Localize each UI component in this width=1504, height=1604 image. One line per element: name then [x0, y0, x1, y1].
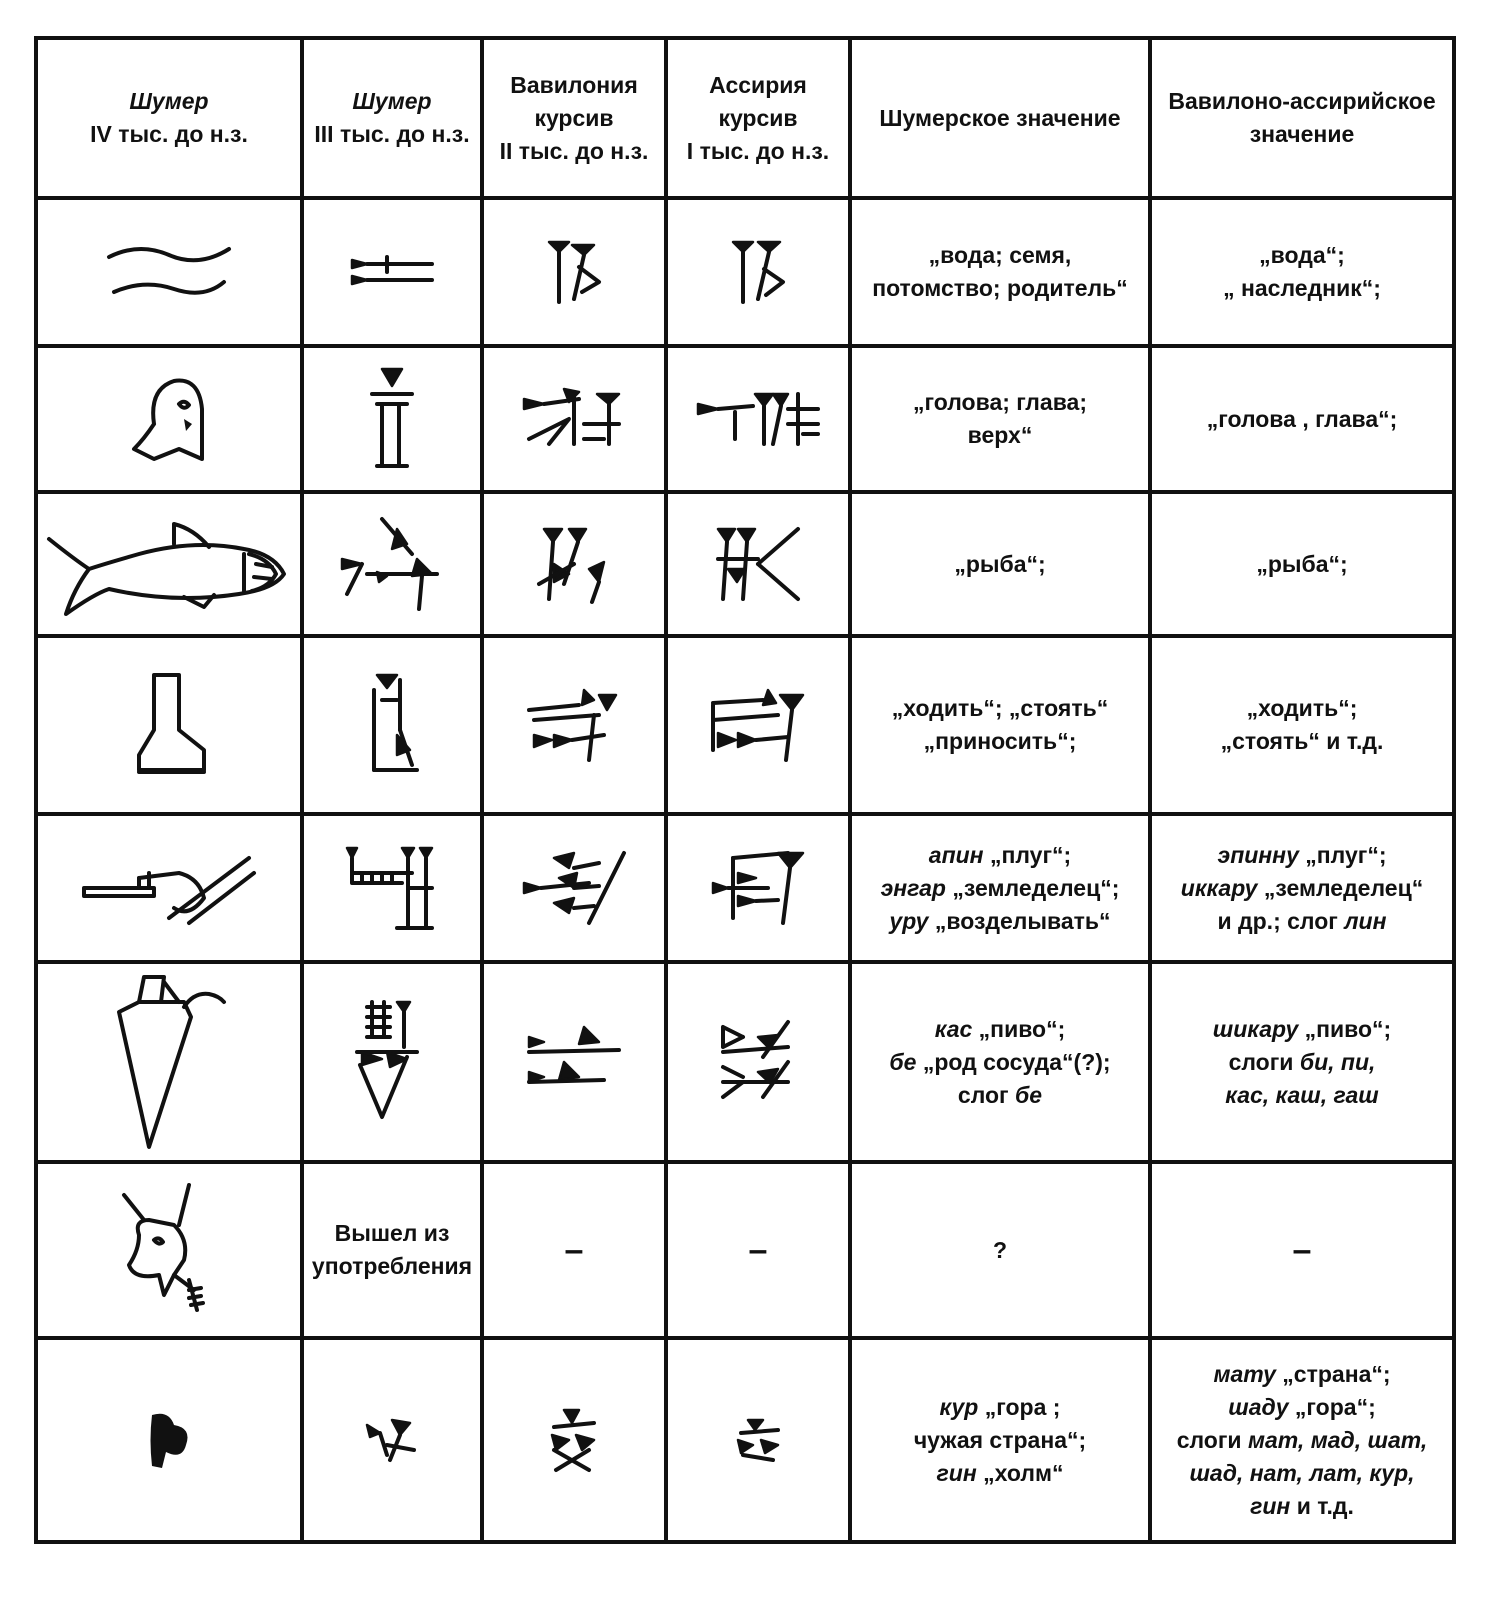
row-goat [36, 1162, 1454, 1338]
sign-plough-iii [302, 814, 482, 962]
sign-goat-babylonian: – [482, 1162, 666, 1338]
sign-plough-babylonian [482, 814, 666, 962]
row-mountain [36, 1338, 1454, 1542]
cuneiform-evolution-table [34, 36, 1456, 1544]
header-sumer-iv: Шумер IV тыс. до н.з. [36, 38, 302, 198]
sign-fish-iii [302, 492, 482, 636]
sumerian-meaning-goat: ? [850, 1162, 1150, 1338]
sign-vessel-iii [302, 962, 482, 1162]
pictogram-foot-iv [36, 636, 302, 814]
sumerian-meaning-water: „вода; семя, потомство; родитель“ [850, 198, 1150, 346]
sign-fish-babylonian [482, 492, 666, 636]
babylonian-meaning-mountain: мату „страна“; шаду „гора“; слоги мат, мад, шат, шад, нат, лат, кур, гин и т.д. [1150, 1338, 1454, 1542]
row-plough [36, 814, 1454, 962]
babylonian-meaning-foot: „ходить“; „стоять“ и т.д. [1150, 636, 1454, 814]
sign-water-assyrian [666, 198, 850, 346]
babylonian-meaning-head: „голова , глава“; [1150, 346, 1454, 492]
sumerian-meaning-mountain: кур „гора ; чужая страна“; гин „холм“ [850, 1338, 1150, 1542]
babylonian-meaning-fish: „рыба“; [1150, 492, 1454, 636]
row-vessel [36, 962, 1454, 1162]
header-babylonian-assyrian-meaning: Вавилоно-ассирийское значение [1150, 38, 1454, 198]
sign-mountain-babylonian [482, 1338, 666, 1542]
pictogram-goat-iv [36, 1162, 302, 1338]
pictogram-plough-iv [36, 814, 302, 962]
sign-vessel-assyrian [666, 962, 850, 1162]
sumerian-meaning-head: „голова; глава; верх“ [850, 346, 1150, 492]
sign-water-iii [302, 198, 482, 346]
sign-head-babylonian [482, 346, 666, 492]
cuneiform-evolution-table-wrapper [34, 36, 1456, 1544]
babylonian-meaning-goat: – [1150, 1162, 1454, 1338]
babylonian-meaning-vessel: шикару „пиво“; слоги би, пи, кас, каш, гаш [1150, 962, 1454, 1162]
sign-foot-babylonian [482, 636, 666, 814]
babylonian-meaning-water: „вода“; „ наследник“; [1150, 198, 1454, 346]
sign-head-iii [302, 346, 482, 492]
row-head [36, 346, 1454, 492]
sign-vessel-babylonian [482, 962, 666, 1162]
sign-head-assyrian [666, 346, 850, 492]
pictogram-fish-iv [36, 492, 302, 636]
sign-plough-assyrian [666, 814, 850, 962]
babylonian-meaning-plough: эпинну „плуг“; иккару „земледелец“ и др.; слог лин [1150, 814, 1454, 962]
header-assyria: Ассирия курсив I тыс. до н.з. [666, 38, 850, 198]
header-babylonia: Вавилония курсив II тыс. до н.з. [482, 38, 666, 198]
sumerian-meaning-foot: „ходить“; „стоять“ „приносить“; [850, 636, 1150, 814]
sign-mountain-assyrian [666, 1338, 850, 1542]
sign-fish-assyrian [666, 492, 850, 636]
pictogram-water-iv [36, 198, 302, 346]
header-sumerian-meaning: Шумерское значение [850, 38, 1150, 198]
sumerian-meaning-fish: „рыба“; [850, 492, 1150, 636]
row-water [36, 198, 1454, 346]
sumerian-meaning-plough: апин „плуг“; энгар „земледелец“; уру „возделывать“ [850, 814, 1150, 962]
sign-foot-assyrian [666, 636, 850, 814]
pictogram-vessel-iv [36, 962, 302, 1162]
sumerian-meaning-vessel: кас „пиво“; бе „род сосуда“(?); слог бе [850, 962, 1150, 1162]
header-row [36, 38, 1454, 198]
sign-goat-assyrian: – [666, 1162, 850, 1338]
header-sumer-iii: Шумер III тыс. до н.з. [302, 38, 482, 198]
sign-goat-iii-obsolete: Вышел из употребления [302, 1162, 482, 1338]
pictogram-mountain-iv [36, 1338, 302, 1542]
row-foot [36, 636, 1454, 814]
sign-mountain-iii [302, 1338, 482, 1542]
row-fish [36, 492, 1454, 636]
sign-water-babylonian [482, 198, 666, 346]
sign-foot-iii [302, 636, 482, 814]
pictogram-head-iv [36, 346, 302, 492]
